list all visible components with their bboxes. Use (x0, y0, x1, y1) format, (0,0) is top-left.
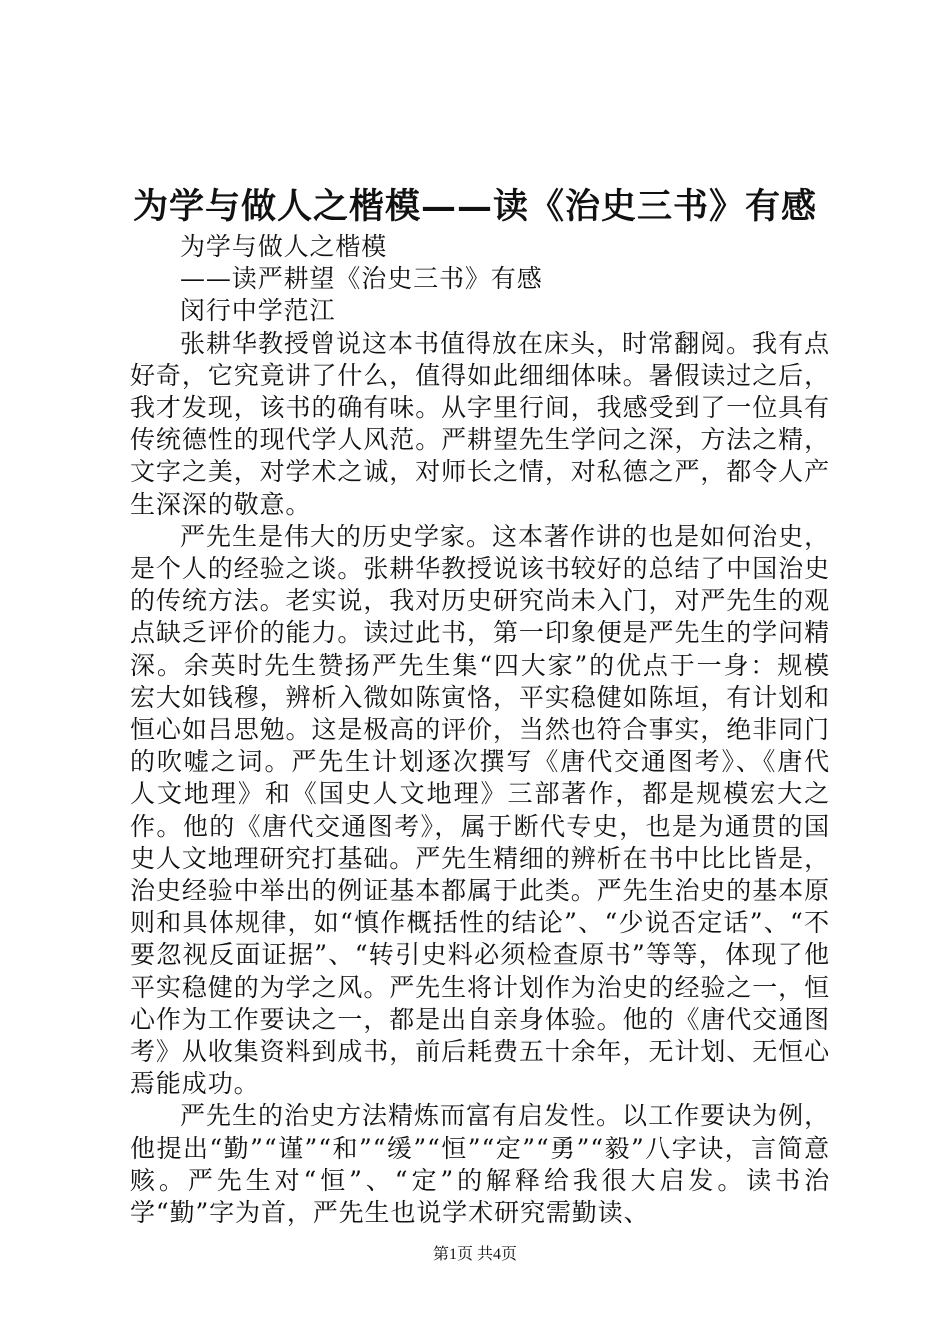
body-paragraph: 严先生是伟大的历史学家。这本著作讲的也是如何治史，是个人的经验之谈。张耕华教授说该书较好的总结了中国治史的传统方法。老实说，我对历史研究尚未入门，对严先生的观点缺乏评价的能力。读过此书，第一印象便是严先生的学问精深。余英时先生赞扬严先生集“四大家”的优点于一身：规模宏大如钱穆，辨析入微如陈寅恪，平实稳健如陈垣，有计划和恒心如吕思勉。这是极高的评价，当然也符合事实，绝非同门的吹嘘之词。严先生计划逐次撰写《唐代交通图考》、《唐代人文地理》和《国史人文地理》三部著作，都是规模宏大之作。他的《唐代交通图考》，属于断代专史，也是为通贯的国史人文地理研究打基础。严先生精细的辨析在书中比比皆是，治史经验中举出的例证基本都属于此类。严先生治史的基本原则和具体规律，如“慎作概括性的结论”、“少说否定话”、“不要忽视反面证据”、“转引史料必须检查原书”等等，体现了他平实稳健的为学之风。严先生将计划作为治史的经验之一，恒心作为工作要诀之一，都是出自亲身体验。他的《唐代交通图考》从收集资料到成书，前后耗费五十余年，无计划、无恒心焉能成功。 (130, 521, 830, 1099)
document-title: 为学与做人之楷模——读《治史三书》有感 (132, 186, 817, 227)
page-footer: 第1页 共4页 (432, 1246, 517, 1263)
author-line: 闵行中学范江 (180, 296, 336, 326)
subtitle-line: 为学与做人之楷模 (180, 232, 388, 261)
subtitle-line: ——读严耕望《治史三书》有感 (180, 264, 543, 294)
body-paragraph: 张耕华教授曾说这本书值得放在床头，时常翻阅。我有点好奇，它究竟讲了什么，值得如此细细体味。暑假读过之后，我才发现，该书的确有味。从字里行间，我感受到了一位具有传统德性的现代学人风范。严耕望先生学问之深，方法之精，文字之美，对学术之诚，对师长之情，对私德之严，都令人产生深深的敬意。 (130, 328, 830, 519)
document-body (130, 231, 830, 1229)
body-paragraph: 严先生的治史方法精炼而富有启发性。以工作要诀为例，他提出“勤”“谨”“和”“缓”“恒”“定”“勇”“毅”八字诀，言简意赅。严先生对“恒”、“定”的解释给我很大启发。读书治学“勤”字为首，严先生也说学术研究需勤读、 (130, 1101, 830, 1228)
